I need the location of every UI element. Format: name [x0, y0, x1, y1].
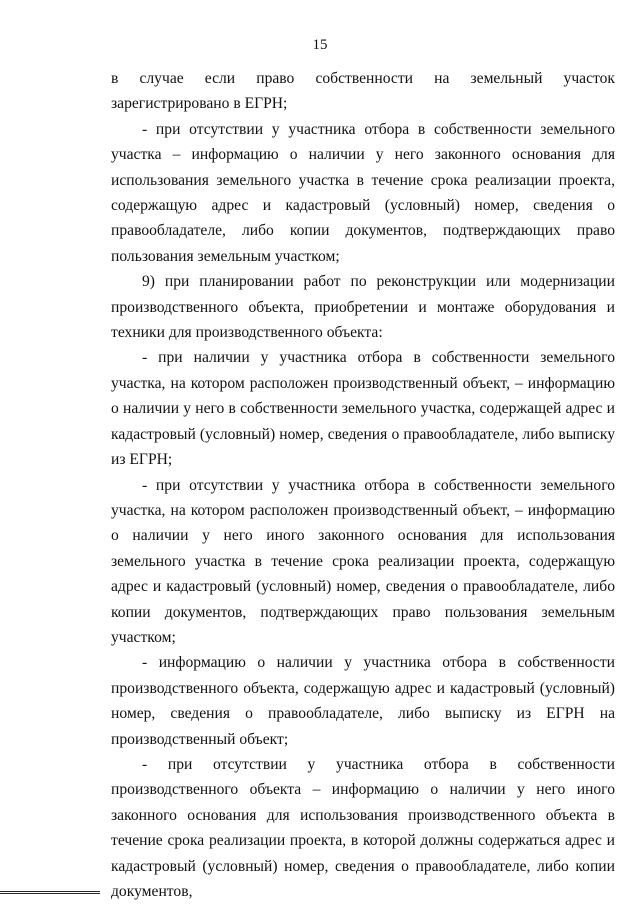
paragraph-item: - при отсутствии у участника отбора в собственности производственного объекта – информацию о наличии у него иного законного основания для использования производственного объекта в течение срока реализации проекта, в которой должны содержаться адрес и кадастровый (условный) номер, сведения о правообладателе, либо копии документов,	[111, 755, 615, 900]
page-number: 15	[312, 37, 328, 53]
document-body	[111, 66, 615, 904]
paragraph-item: - при наличии у участника отбора в собственности земельного участка, на котором расположен производственный объект, – информацию о наличии у него в собственности земельного участка, содержащей адрес и кадастровый (условный) номер, сведения о правообладателе, либо выписку из ЕГРН;	[111, 349, 615, 469]
paragraph-item: - при отсутствии у участника отбора в собственности земельного участка, на котором расположен производственный объект, – информацию о наличии у него иного законного основания для использования земельного участка в течение срока реализации проекта, содержащую адрес и кадастровый (условный) номер, сведения о правообладателе, либо копии документов, подтверждающих право пользования земельным участком;	[111, 476, 615, 646]
paragraph-item: - при отсутствии у участника отбора в собственности земельного участка – информацию о наличии у него законного основания для использования земельного участка в течение срока реализации проекта, содержащую адрес и кадастровый (условный) номер, сведения о правообладателе, либо копии документов, подтверждающих право пользования земельным участком;	[111, 120, 615, 265]
scan-edge-line	[0, 891, 100, 894]
paragraph-continuation: в случае если право собственности на земельный участок зарегистрировано в ЕГРН;	[111, 70, 615, 113]
paragraph-item: - информацию о наличии у участника отбора в собственности производственного объекта, содержащую адрес и кадастровый (условный) номер, сведения о правообладателе, либо выписку из ЕГРН на производственный объект;	[111, 654, 615, 748]
paragraph-item: 9) при планировании работ по реконструкции или модернизации производственного объекта, приобретении и монтаже оборудования и техники для производственного объекта:	[111, 273, 615, 342]
